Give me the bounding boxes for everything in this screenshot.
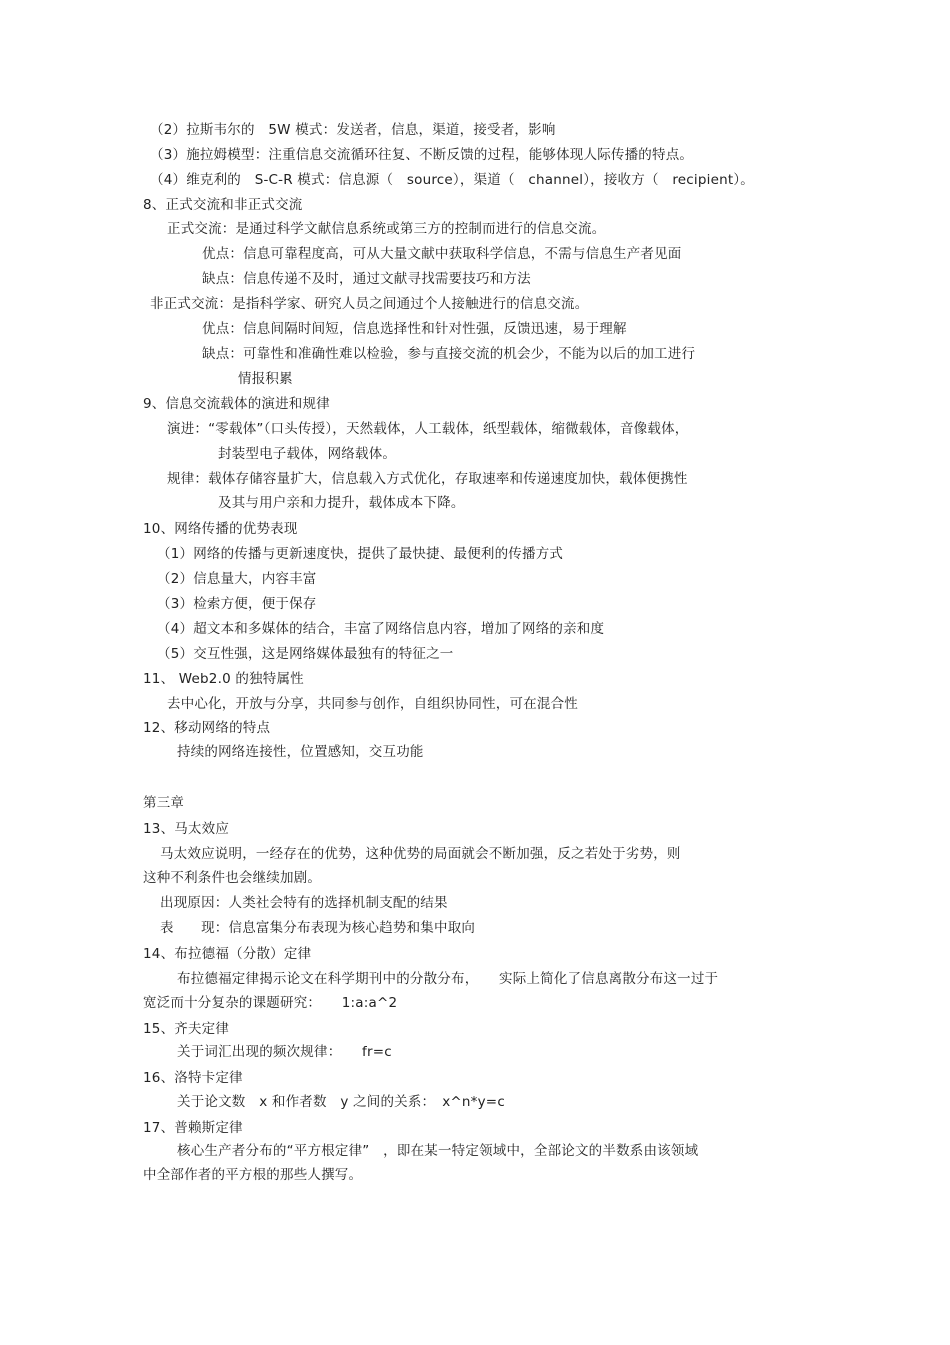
section-heading: 13、马太效应	[143, 821, 230, 837]
text-line: 正式交流：是通过科学文献信息系统或第三方的控制而进行的信息交流。	[167, 221, 606, 237]
section-heading: 9、信息交流载体的演进和规律	[143, 396, 330, 412]
text-line: 马太效应说明，一经存在的优势，这种优势的局面就会不断加强，反之若处于劣势，则	[160, 846, 681, 862]
text-line: 这种不利条件也会继续加剧。	[143, 870, 322, 886]
section-heading: 11、 Web2.0 的独特属性	[143, 671, 304, 687]
text-line: （5）交互性强，这是网络媒体最独有的特征之一	[157, 646, 454, 662]
text-line: 关于论文数 x 和作者数 y 之间的关系： x^n*y=c	[177, 1094, 505, 1110]
text-line: 出现原因：人类社会特有的选择机制支配的结果	[160, 895, 448, 911]
section-heading: 10、网络传播的优势表现	[143, 521, 298, 537]
text-line: 情报积累	[238, 371, 293, 387]
text-line: （4）超文本和多媒体的结合，丰富了网络信息内容，增加了网络的亲和度	[157, 621, 605, 637]
text-line: 规律：载体存储容量扩大，信息载入方式优化，存取速率和传递速度加快，载体便携性	[167, 471, 688, 487]
text-line: （1）网络的传播与更新速度快，提供了最快捷、最便利的传播方式	[157, 546, 564, 562]
text-line: 去中心化，开放与分享，共同参与创作，自组织协同性，可在混合性	[167, 696, 578, 712]
text-line: （2）信息量大，内容丰富	[157, 571, 317, 587]
section-heading: 16、洛特卡定律	[143, 1070, 243, 1086]
section-heading: 14、布拉德福（分散）定律	[143, 946, 312, 962]
text-line: 布拉德福定律揭示论文在科学期刊中的分散分布， 实际上简化了信息离散分布这一过于	[177, 971, 719, 987]
text-line: 中全部作者的平方根的那些人撰写。	[143, 1167, 363, 1183]
text-line: （3）施拉姆模型：注重信息交流循环往复、不断反馈的过程，能够体现人际传播的特点。	[150, 147, 694, 163]
text-line: 关于词汇出现的频次规律： fr=c	[177, 1044, 392, 1060]
text-line: 持续的网络连接性，位置感知，交互功能	[177, 744, 424, 760]
section-heading: 17、普赖斯定律	[143, 1120, 243, 1136]
section-heading: 15、齐夫定律	[143, 1021, 230, 1037]
text-line: 封装型电子载体，网络载体。	[218, 446, 397, 462]
text-line: （4）维克利的 S-C-R 模式：信息源（ source），渠道（ channel），接收方（ recipient）。	[150, 172, 755, 188]
text-line: 及其与用户亲和力提升，载体成本下降。	[218, 495, 465, 511]
chapter-title: 第三章	[143, 795, 185, 811]
text-line: 缺点：信息传递不及时，通过文献寻找需要技巧和方法	[202, 271, 531, 287]
text-line: 宽泛而十分复杂的课题研究： 1:a:a^2	[143, 995, 398, 1011]
text-line: 表 现：信息富集分布表现为核心趋势和集中取向	[160, 920, 476, 936]
text-line: 缺点：可靠性和准确性难以检验，参与直接交流的机会少，不能为以后的加工进行	[202, 346, 696, 362]
text-line: 演进：“零载体”（口头传授），天然载体，人工载体，纸型载体，缩微载体，音像载体，	[167, 421, 689, 437]
text-line: （3）检索方便，便于保存	[157, 596, 317, 612]
section-heading: 8、正式交流和非正式交流	[143, 197, 303, 213]
text-line: 非正式交流：是指科学家、研究人员之间通过个人接触进行的信息交流。	[150, 296, 589, 312]
text-line: 优点：信息可靠程度高，可从大量文献中获取科学信息，不需与信息生产者见面	[202, 246, 682, 262]
text-line: （2）拉斯韦尔的 5W 模式：发送者，信息，渠道，接受者，影响	[150, 122, 556, 138]
text-line: 核心生产者分布的“平方根定律” ，即在某一特定领域中，全部论文的半数系由该领域	[177, 1143, 699, 1159]
text-line: 优点：信息间隔时间短，信息选择性和针对性强，反馈迅速，易于理解	[202, 321, 627, 337]
section-heading: 12、移动网络的特点	[143, 720, 271, 736]
